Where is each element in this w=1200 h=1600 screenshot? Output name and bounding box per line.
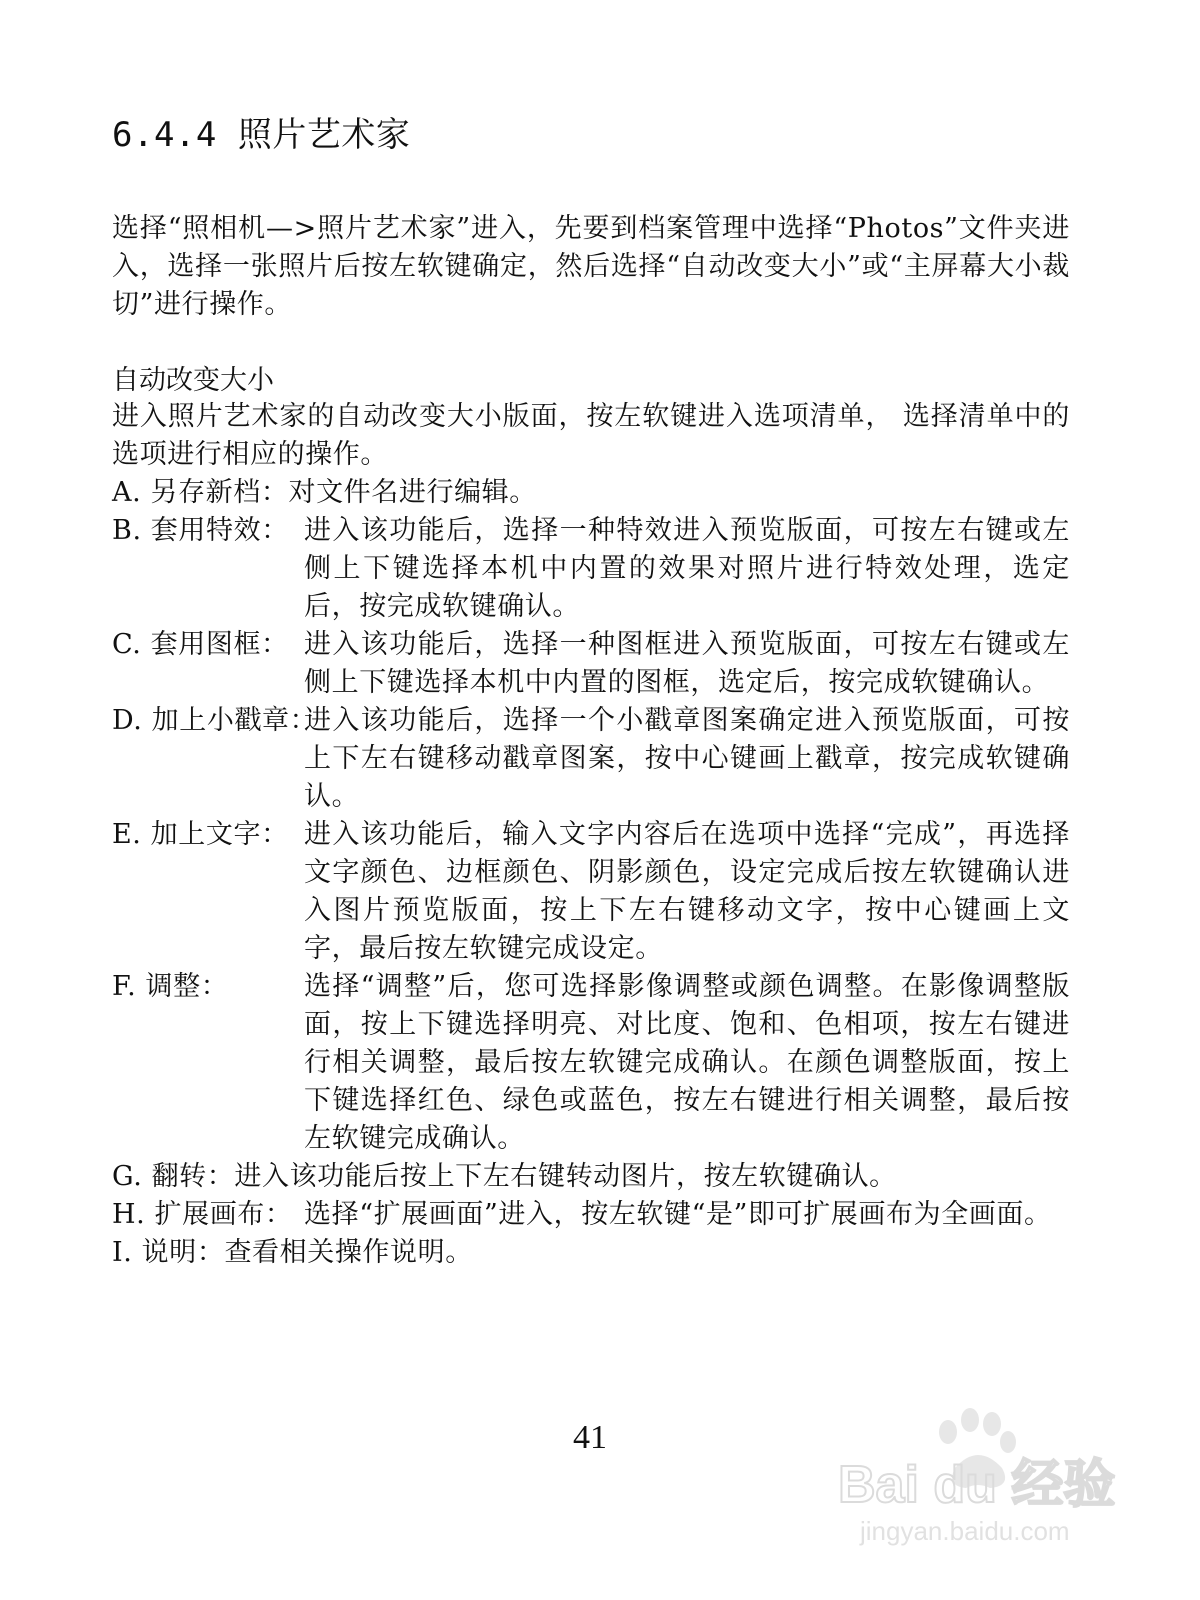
list-item <box>112 816 1070 968</box>
list-item-text: 进入该功能后，选择一个小戳章图案确定进入预览版面，可按上下左右键移动戳章图案，按中心键画上戳章，按完成软键确认。 <box>304 705 1070 812</box>
list-item-label: G. 翻转： <box>112 1161 235 1192</box>
list-item <box>112 474 1070 512</box>
list-item-text: 选择“调整”后，您可选择影像调整或颜色调整。在影像调整版面，按上下键选择明亮、对比度、饱和、色相项，按左右键进行相关调整，最后按左软键完成确认。在颜色调整版面，按上下键选择红色、绿色或蓝色，按左右键进行相关调整，最后按左软键完成确认。 <box>304 971 1070 1154</box>
list-item-text: 对文件名进行编辑。 <box>288 477 537 508</box>
list-item-label: B. 套用特效： <box>112 515 289 546</box>
list-item-text: 进入该功能后，输入文字内容后在选项中选择“完成”，再选择文字颜色、边框颜色、阴影颜色，设定完成后按左软键确认进入图片预览版面，按上下左右键移动文字，按中心键画上文字，最后按左软键完成设定。 <box>304 819 1070 964</box>
list-item <box>112 1234 1070 1272</box>
list-item <box>112 968 1070 1158</box>
list-item-text: 进入该功能后按上下左右键转动图片，按左软键确认。 <box>234 1161 897 1192</box>
list-item-text: 查看相关操作说明。 <box>224 1237 473 1268</box>
list-item <box>112 702 1070 816</box>
list-item-label: E. 加上文字： <box>112 819 289 850</box>
list-item-text: 选择“扩展画面”进入，按左软键“是”即可扩展画布为全画面。 <box>304 1199 1052 1230</box>
list-item-label: C. 套用图框： <box>112 629 289 660</box>
option-list <box>112 474 1070 1272</box>
section-title: 6.4.4 照片艺术家 <box>112 115 411 155</box>
section-intro-paragraph: 选择“照相机—>照片艺术家”进入，先要到档案管理中选择“Photos”文件夹进入，选择一张照片后按左软键确定，然后选择“自动改变大小”或“主屏幕大小裁切”进行操作。 <box>112 213 1070 320</box>
list-item-label: I. 说明： <box>112 1237 225 1268</box>
watermark-url: jingyan.baidu.com <box>860 1516 1070 1546</box>
list-item-label: D. 加上小戳章： <box>112 705 318 736</box>
list-item <box>112 512 1070 626</box>
list-item <box>112 1196 1070 1234</box>
list-item-text: 进入该功能后，选择一种图框进入预览版面，可按左右键或左侧上下键选择本机中内置的图框，选定后，按完成软键确认。 <box>304 629 1070 698</box>
list-item-label: A. 另存新档： <box>112 477 289 508</box>
watermark-brand: Bai du 经验 <box>838 1456 1116 1514</box>
baidu-jingyan-watermark <box>830 1390 1120 1550</box>
page-number: 41 <box>573 1419 607 1456</box>
list-item-text: 进入该功能后，选择一种特效进入预览版面，可按左右键或左侧上下键选择本机中内置的效果对照片进行特效处理，选定后，按完成软键确认。 <box>304 515 1070 622</box>
list-item-label: H. 扩展画布： <box>112 1199 293 1230</box>
list-item <box>112 1158 1070 1196</box>
list-item-label: F. 调整： <box>112 971 229 1002</box>
list-item <box>112 626 1070 702</box>
subsection-heading: 自动改变大小 <box>112 365 274 396</box>
subsection-intro-paragraph: 进入照片艺术家的自动改变大小版面，按左软键进入选项清单， 选择清单中的选项进行相应的操作。 <box>112 401 1070 470</box>
